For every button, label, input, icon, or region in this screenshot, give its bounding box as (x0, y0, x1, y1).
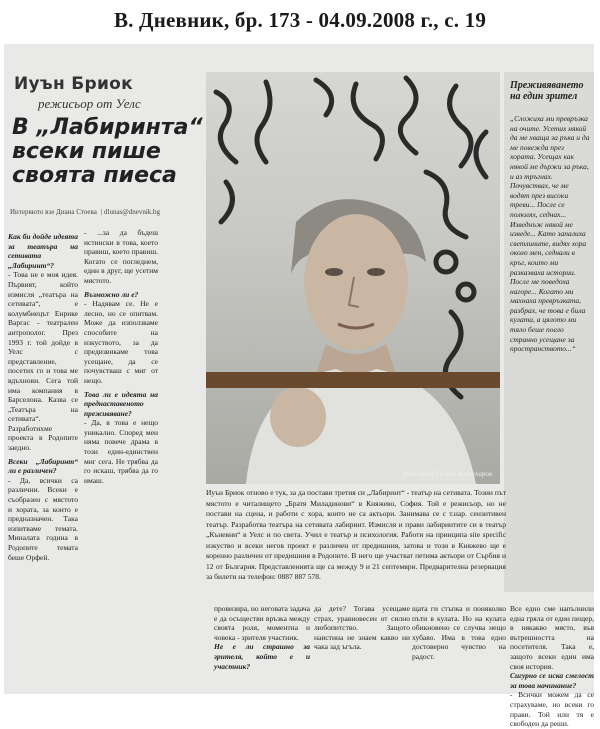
question-text: Не е ли страшно за зрителя, който е и участник? (214, 642, 310, 671)
lower-column-2 (214, 604, 310, 671)
question-text: Всеки „Лабиринт“ ли е различен? (8, 456, 78, 476)
sidebar-box (504, 72, 594, 592)
answer-text: да дете? Тогава усещаме страх, уравновесен от силно любопитство. Защото наистина не знаем какво ни чака зад ъгъла. (314, 604, 410, 652)
sidebar-body: „Сложиха ми превръзка на очите. Усетих някой да ме хваща за ръка и да ме повежда през хората. Усещах как някой ме държи за ръка, и аз тръгнах. Почувствах, че ме водят през високи треви... После се полюлях, седнах... Изведнъж някой ме изведе... Като запалиха светлините, видях хора около мен, седнали в кръг, които ми разказваха истории. После ме поведоха нагоре... Когато ми махнаха превръзката, разбрах, че това е била кулата, а цялото ми тяло беше поело странно усещане за пространството...“ (510, 114, 590, 354)
answer-text: - ...за да бъдеш истински в това, което правиш, което правиш. Когато се погледнем, един в друг, ще усетим мястото. (84, 228, 158, 285)
interviewee-name: Иуън Бриок (14, 74, 134, 94)
page-header: В. Дневник, бр. 173 - 04.09.2008 г., с. 19 (113, 8, 487, 32)
answer-text: Все едно сме напълнили една гряла от един пещер, в някакво място, във вътрешността на посетителя. Така е, защото всеки един има своя история. (510, 604, 594, 671)
article-column-1 (8, 228, 78, 562)
byline-email: | dlunas@dnevnik.bg (100, 208, 161, 216)
article-byline (10, 208, 210, 216)
question-text: Това ли е идеята на преднаставеното преживяване? (84, 389, 158, 418)
answer-text: - Да, всички са различни. Всеки е съобразен с мястото и хората, за които е предназначен. Така изпитваме темата. Миналата година в Родопите темата беше Орфей. (8, 475, 78, 562)
answer-text: щата ги стъпка и поняколко пъти в кулата. Но на кулата обикновено се случва нещо хубаво. Има в това едно достоверно чувство на радост. (412, 604, 506, 661)
portrait-photo (206, 72, 500, 484)
answer-text: - Всички можем да се страхуваме, но всеки го прави. Той или тя е свободен да реши. (510, 690, 594, 729)
portrait-illustration (206, 72, 500, 484)
answer-text: провизира, но неговата задача е да осъществи връзка между своята роля, моментна и човека - зрителя участник. (214, 604, 310, 642)
newspaper-clipping (4, 44, 594, 729)
photo-caption: Иуън Бриок отново е тук, за да постави третия си „Лабиринт“ - театър на сетивата. Тозии път мястото е читалището „Братя Миладинови“ в Княжево, София. Той е режисьор, но не постави на сцена, и работи с хора, които не са актьори. Занимава се с т.нар. сензитивен театър. Разработва театъра на сетивата лабиринт. Измисля и прави лабиринтите си в театър „Къневни“ в Уелс и по света. Учил е театър и психология. Работи на принципа site specific изкуство и всеки негов проект е различен от предишния, затова и този в Княжево ще е коренно различен от предишния в Родопите. В него ще участват петима актьори от Сърбия и 12 от България. Представленията ще са между 9 и 21 септември. Предварителна резервация за билети на телефон: 0887 887 578. (206, 488, 506, 581)
lower-column-4 (412, 604, 506, 662)
interviewee-role: режисьор от Уелс (38, 96, 141, 111)
lead-question: Как би дойде идеята за театъра на сетивата „Лабиринт“? (8, 232, 78, 270)
sidebar-title: Преживяването на един зрител (510, 80, 584, 102)
lower-column-5 (510, 604, 594, 729)
article-column-2 (84, 228, 158, 485)
article-headline: В „Лабиринта“ всеки пише своята пиеса (12, 115, 203, 188)
lower-column-3 (314, 604, 410, 652)
photo-credit: Фотограф Георги Кожухаров (402, 470, 492, 478)
question-text: Възможно ли е? (84, 289, 139, 299)
question-text: Сигурно се иска смелост за това начинание? (510, 671, 594, 690)
answer-text: - Това не е моя идея. Първият, който измисля „театъра на сетивата“, е колумбиецът Енрике Варгас - театрален антрополог. През 1993 г. той дойде в Уелс с представление, посетих го и това ме вдъхнови. Сега той има компания в Барселона. Казва се „Театъра на сетивата“. Разработихме проекта в Родопите заедно. (8, 270, 78, 453)
answer-text: - Да, в това е нещо уникално. Според мен няма повече драма в този един-единствен миг сега. Не трябва да го искаш, трябва да го имаш. (84, 418, 158, 485)
byline-author: Интервюто взе Диана Стоева (10, 208, 97, 216)
answer-text: - Надявам се. Не е лесно, но се опитвам. Може да използваме способите на изкуството, за да предизвикаме това усещане, да се почувстваш с миг от нещо. (84, 299, 158, 385)
